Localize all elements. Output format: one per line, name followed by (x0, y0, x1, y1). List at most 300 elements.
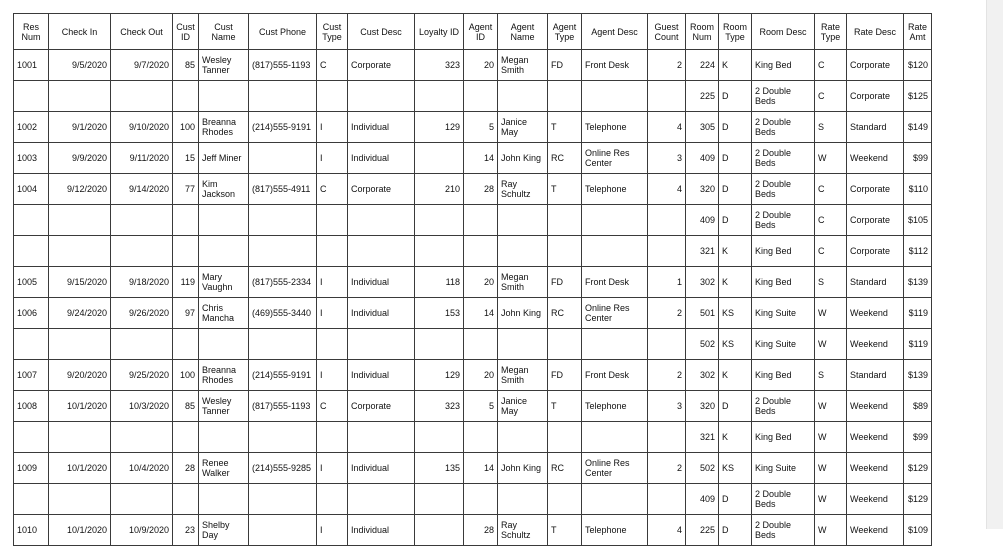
cell-check-out (111, 205, 173, 236)
cell-room-desc: 2 Double Beds (752, 205, 815, 236)
cell-res-num: 1005 (14, 267, 49, 298)
cell-loyalty-id (415, 422, 464, 453)
cell-rate-desc: Weekend (847, 515, 904, 546)
cell-agent-desc (582, 236, 648, 267)
cell-cust-id: 77 (173, 174, 199, 205)
cell-cust-type: I (317, 267, 348, 298)
cell-res-num: 1001 (14, 50, 49, 81)
cell-rate-desc: Weekend (847, 453, 904, 484)
cell-agent-id (464, 484, 498, 515)
cell-cust-type (317, 236, 348, 267)
cell-loyalty-id: 129 (415, 112, 464, 143)
cell-guest-count (648, 81, 686, 112)
cell-agent-type (548, 81, 582, 112)
cell-check-out: 9/11/2020 (111, 143, 173, 174)
column-header-rate-desc: Rate Desc (847, 14, 904, 50)
cell-cust-desc: Corporate (348, 50, 415, 81)
cell-room-type: D (719, 112, 752, 143)
cell-room-num: 302 (686, 360, 719, 391)
cell-agent-id: 14 (464, 298, 498, 329)
cell-agent-desc: Telephone (582, 515, 648, 546)
cell-agent-type: T (548, 391, 582, 422)
cell-rate-amt: $112 (904, 236, 932, 267)
cell-check-out: 9/25/2020 (111, 360, 173, 391)
cell-cust-type (317, 484, 348, 515)
cell-room-type: KS (719, 298, 752, 329)
column-header-cust-phone: Cust Phone (249, 14, 317, 50)
cell-cust-type: C (317, 391, 348, 422)
cell-room-type: K (719, 422, 752, 453)
cell-rate-type: W (815, 298, 847, 329)
cell-loyalty-id (415, 143, 464, 174)
cell-rate-desc: Corporate (847, 205, 904, 236)
column-header-cust-type: Cust Type (317, 14, 348, 50)
cell-cust-id: 100 (173, 360, 199, 391)
table-row (14, 515, 932, 546)
cell-cust-id: 28 (173, 453, 199, 484)
cell-cust-phone: (817)555-1193 (249, 50, 317, 81)
cell-agent-desc (582, 422, 648, 453)
cell-cust-phone: (214)555-9285 (249, 453, 317, 484)
cell-agent-type: RC (548, 298, 582, 329)
cell-cust-type: C (317, 174, 348, 205)
cell-rate-amt: $120 (904, 50, 932, 81)
cell-cust-desc: Individual (348, 515, 415, 546)
cell-cust-name: Wesley Tanner (199, 391, 249, 422)
cell-room-num: 320 (686, 174, 719, 205)
cell-rate-amt: $125 (904, 81, 932, 112)
cell-check-in: 9/20/2020 (49, 360, 111, 391)
cell-cust-phone (249, 515, 317, 546)
cell-check-in (49, 422, 111, 453)
cell-cust-phone: (817)555-1193 (249, 391, 317, 422)
cell-cust-name: Renee Walker (199, 453, 249, 484)
cell-rate-amt: $129 (904, 484, 932, 515)
reservations-table (13, 13, 932, 546)
cell-check-in: 9/24/2020 (49, 298, 111, 329)
cell-loyalty-id: 135 (415, 453, 464, 484)
cell-rate-amt: $99 (904, 422, 932, 453)
cell-guest-count: 3 (648, 391, 686, 422)
cell-room-desc: King Bed (752, 267, 815, 298)
cell-rate-amt: $110 (904, 174, 932, 205)
cell-room-type: D (719, 205, 752, 236)
cell-agent-name (498, 236, 548, 267)
cell-cust-type: C (317, 50, 348, 81)
cell-cust-desc (348, 81, 415, 112)
column-header-cust-id: Cust ID (173, 14, 199, 50)
cell-res-num (14, 329, 49, 360)
cell-check-in (49, 205, 111, 236)
cell-rate-desc: Corporate (847, 81, 904, 112)
cell-room-desc: King Bed (752, 236, 815, 267)
cell-cust-phone (249, 422, 317, 453)
cell-room-type: D (719, 81, 752, 112)
cell-rate-type: S (815, 360, 847, 391)
cell-res-num: 1003 (14, 143, 49, 174)
cell-agent-type (548, 329, 582, 360)
column-header-loyalty-id: Loyalty ID (415, 14, 464, 50)
cell-rate-amt: $99 (904, 143, 932, 174)
cell-rate-type: C (815, 81, 847, 112)
cell-check-out: 9/7/2020 (111, 50, 173, 81)
cell-check-out: 9/18/2020 (111, 267, 173, 298)
cell-agent-id: 20 (464, 267, 498, 298)
cell-check-in: 9/15/2020 (49, 267, 111, 298)
cell-cust-phone (249, 484, 317, 515)
cell-agent-id: 5 (464, 112, 498, 143)
cell-agent-type: FD (548, 267, 582, 298)
cell-cust-desc: Individual (348, 267, 415, 298)
cell-cust-desc (348, 329, 415, 360)
cell-cust-type (317, 329, 348, 360)
cell-cust-desc (348, 236, 415, 267)
cell-room-desc: 2 Double Beds (752, 515, 815, 546)
cell-cust-desc: Individual (348, 298, 415, 329)
cell-agent-id: 5 (464, 391, 498, 422)
cell-cust-id: 85 (173, 391, 199, 422)
cell-loyalty-id: 129 (415, 360, 464, 391)
cell-rate-type: W (815, 422, 847, 453)
cell-rate-desc: Corporate (847, 50, 904, 81)
cell-room-type: KS (719, 329, 752, 360)
cell-rate-desc: Weekend (847, 391, 904, 422)
cell-rate-amt: $119 (904, 298, 932, 329)
cell-agent-name: Megan Smith (498, 267, 548, 298)
cell-res-num (14, 422, 49, 453)
cell-agent-desc: Front Desk (582, 50, 648, 81)
cell-room-desc: King Bed (752, 360, 815, 391)
cell-agent-desc (582, 484, 648, 515)
cell-guest-count (648, 236, 686, 267)
cell-check-in: 9/12/2020 (49, 174, 111, 205)
cell-check-in (49, 236, 111, 267)
cell-check-out: 9/26/2020 (111, 298, 173, 329)
cell-rate-type: S (815, 112, 847, 143)
cell-res-num: 1007 (14, 360, 49, 391)
cell-rate-desc: Weekend (847, 484, 904, 515)
table-row (14, 143, 932, 174)
cell-cust-id (173, 236, 199, 267)
cell-cust-desc: Individual (348, 112, 415, 143)
column-header-agent-name: Agent Name (498, 14, 548, 50)
cell-cust-type: I (317, 453, 348, 484)
cell-rate-type: W (815, 143, 847, 174)
cell-room-num: 321 (686, 236, 719, 267)
cell-agent-desc: Front Desk (582, 360, 648, 391)
cell-guest-count: 2 (648, 298, 686, 329)
cell-room-num: 409 (686, 143, 719, 174)
cell-rate-desc: Standard (847, 360, 904, 391)
table-row (14, 298, 932, 329)
cell-rate-amt: $105 (904, 205, 932, 236)
cell-agent-name (498, 484, 548, 515)
cell-cust-desc: Individual (348, 360, 415, 391)
cell-loyalty-id (415, 329, 464, 360)
cell-room-num: 320 (686, 391, 719, 422)
table-row (14, 205, 932, 236)
table-row (14, 267, 932, 298)
cell-cust-name: Breanna Rhodes (199, 112, 249, 143)
cell-cust-id (173, 484, 199, 515)
cell-cust-phone: (214)555-9191 (249, 360, 317, 391)
cell-rate-type: C (815, 50, 847, 81)
cell-check-in (49, 484, 111, 515)
cell-rate-amt: $89 (904, 391, 932, 422)
cell-room-desc: 2 Double Beds (752, 484, 815, 515)
cell-cust-name: Jeff Miner (199, 143, 249, 174)
cell-cust-name (199, 205, 249, 236)
cell-room-desc: King Suite (752, 453, 815, 484)
cell-agent-type (548, 484, 582, 515)
cell-rate-amt: $129 (904, 453, 932, 484)
cell-agent-id: 28 (464, 515, 498, 546)
cell-res-num: 1006 (14, 298, 49, 329)
cell-cust-name (199, 236, 249, 267)
cell-agent-name: Ray Schultz (498, 174, 548, 205)
cell-agent-id: 28 (464, 174, 498, 205)
cell-agent-id: 14 (464, 453, 498, 484)
cell-cust-id (173, 205, 199, 236)
cell-loyalty-id: 153 (415, 298, 464, 329)
cell-cust-type: I (317, 515, 348, 546)
cell-room-type: K (719, 50, 752, 81)
cell-agent-type: T (548, 515, 582, 546)
cell-check-in: 10/1/2020 (49, 453, 111, 484)
cell-cust-type: I (317, 143, 348, 174)
cell-agent-name: Megan Smith (498, 360, 548, 391)
cell-room-num: 409 (686, 205, 719, 236)
column-header-rate-type: Rate Type (815, 14, 847, 50)
cell-loyalty-id: 323 (415, 50, 464, 81)
cell-room-desc: King Suite (752, 298, 815, 329)
table-row (14, 422, 932, 453)
cell-res-num (14, 81, 49, 112)
cell-check-out: 10/4/2020 (111, 453, 173, 484)
cell-guest-count: 1 (648, 267, 686, 298)
cell-guest-count: 4 (648, 174, 686, 205)
cell-agent-name: John King (498, 453, 548, 484)
scrollbar-track[interactable] (986, 0, 1003, 529)
cell-check-in: 9/9/2020 (49, 143, 111, 174)
cell-check-in (49, 329, 111, 360)
cell-cust-type (317, 422, 348, 453)
cell-rate-amt: $149 (904, 112, 932, 143)
cell-room-num: 502 (686, 329, 719, 360)
cell-agent-desc (582, 329, 648, 360)
cell-room-num: 409 (686, 484, 719, 515)
cell-agent-desc: Telephone (582, 391, 648, 422)
cell-check-out: 10/9/2020 (111, 515, 173, 546)
cell-agent-type: T (548, 174, 582, 205)
cell-agent-type (548, 205, 582, 236)
cell-agent-name: John King (498, 143, 548, 174)
cell-cust-phone: (469)555-3440 (249, 298, 317, 329)
cell-check-in: 10/1/2020 (49, 515, 111, 546)
cell-cust-phone (249, 236, 317, 267)
cell-room-desc: 2 Double Beds (752, 143, 815, 174)
cell-agent-name (498, 422, 548, 453)
cell-cust-id (173, 329, 199, 360)
cell-rate-type: W (815, 453, 847, 484)
column-header-room-num: Room Num (686, 14, 719, 50)
column-header-res-num: Res Num (14, 14, 49, 50)
table-row (14, 174, 932, 205)
cell-guest-count: 2 (648, 453, 686, 484)
cell-res-num: 1009 (14, 453, 49, 484)
cell-check-out (111, 422, 173, 453)
table-row (14, 391, 932, 422)
cell-rate-desc: Corporate (847, 236, 904, 267)
cell-rate-amt: $139 (904, 360, 932, 391)
cell-rate-desc: Weekend (847, 143, 904, 174)
cell-agent-id: 14 (464, 143, 498, 174)
cell-room-num: 225 (686, 81, 719, 112)
cell-agent-name: Janice May (498, 391, 548, 422)
cell-room-type: KS (719, 453, 752, 484)
cell-cust-phone: (817)555-2334 (249, 267, 317, 298)
cell-room-num: 321 (686, 422, 719, 453)
cell-agent-desc: Telephone (582, 174, 648, 205)
cell-agent-type: T (548, 112, 582, 143)
cell-cust-type: I (317, 112, 348, 143)
cell-agent-desc: Online Res Center (582, 453, 648, 484)
cell-guest-count (648, 484, 686, 515)
cell-cust-desc (348, 205, 415, 236)
cell-agent-name (498, 205, 548, 236)
cell-room-desc: King Suite (752, 329, 815, 360)
cell-agent-desc: Front Desk (582, 267, 648, 298)
cell-cust-phone (249, 143, 317, 174)
table-row (14, 360, 932, 391)
cell-check-out (111, 329, 173, 360)
cell-guest-count: 4 (648, 515, 686, 546)
cell-agent-desc: Telephone (582, 112, 648, 143)
column-header-agent-type: Agent Type (548, 14, 582, 50)
cell-cust-id: 85 (173, 50, 199, 81)
cell-loyalty-id (415, 205, 464, 236)
cell-agent-id (464, 422, 498, 453)
table-body (14, 50, 932, 546)
cell-cust-desc (348, 422, 415, 453)
cell-room-num: 501 (686, 298, 719, 329)
cell-res-num: 1010 (14, 515, 49, 546)
cell-cust-desc: Corporate (348, 174, 415, 205)
cell-cust-name (199, 484, 249, 515)
column-header-room-desc: Room Desc (752, 14, 815, 50)
cell-res-num (14, 484, 49, 515)
cell-guest-count (648, 205, 686, 236)
cell-loyalty-id (415, 236, 464, 267)
cell-res-num: 1008 (14, 391, 49, 422)
cell-agent-id (464, 81, 498, 112)
cell-cust-desc (348, 484, 415, 515)
cell-cust-id: 97 (173, 298, 199, 329)
cell-cust-desc: Individual (348, 143, 415, 174)
cell-cust-phone (249, 81, 317, 112)
column-header-agent-id: Agent ID (464, 14, 498, 50)
cell-cust-name (199, 329, 249, 360)
cell-rate-amt: $109 (904, 515, 932, 546)
cell-room-num: 225 (686, 515, 719, 546)
cell-agent-name: Janice May (498, 112, 548, 143)
cell-room-desc: 2 Double Beds (752, 174, 815, 205)
cell-room-desc: 2 Double Beds (752, 391, 815, 422)
cell-cust-name: Breanna Rhodes (199, 360, 249, 391)
cell-cust-name: Wesley Tanner (199, 50, 249, 81)
cell-rate-type: W (815, 391, 847, 422)
cell-loyalty-id (415, 515, 464, 546)
cell-agent-id (464, 205, 498, 236)
cell-room-num: 305 (686, 112, 719, 143)
cell-cust-type (317, 81, 348, 112)
cell-cust-id: 23 (173, 515, 199, 546)
table-row (14, 236, 932, 267)
cell-agent-name (498, 81, 548, 112)
table-row (14, 50, 932, 81)
cell-room-type: D (719, 515, 752, 546)
cell-room-desc: 2 Double Beds (752, 81, 815, 112)
cell-rate-desc: Weekend (847, 422, 904, 453)
cell-rate-type: C (815, 174, 847, 205)
cell-agent-name: John King (498, 298, 548, 329)
cell-cust-type (317, 205, 348, 236)
cell-res-num: 1002 (14, 112, 49, 143)
cell-cust-id (173, 81, 199, 112)
cell-agent-desc: Online Res Center (582, 298, 648, 329)
cell-agent-type: FD (548, 360, 582, 391)
cell-agent-id: 20 (464, 50, 498, 81)
cell-agent-type: FD (548, 50, 582, 81)
column-header-room-type: Room Type (719, 14, 752, 50)
header-row (14, 14, 932, 50)
column-header-check-in: Check In (49, 14, 111, 50)
cell-cust-name: Kim Jackson (199, 174, 249, 205)
column-header-check-out: Check Out (111, 14, 173, 50)
cell-rate-type: W (815, 484, 847, 515)
cell-agent-desc (582, 205, 648, 236)
cell-guest-count: 2 (648, 360, 686, 391)
cell-rate-desc: Weekend (847, 298, 904, 329)
cell-rate-type: C (815, 205, 847, 236)
cell-check-in: 10/1/2020 (49, 391, 111, 422)
cell-agent-id (464, 236, 498, 267)
cell-loyalty-id: 118 (415, 267, 464, 298)
cell-rate-type: C (815, 236, 847, 267)
cell-room-num: 502 (686, 453, 719, 484)
cell-agent-desc: Online Res Center (582, 143, 648, 174)
cell-cust-type: I (317, 360, 348, 391)
cell-check-out (111, 236, 173, 267)
cell-rate-amt: $139 (904, 267, 932, 298)
cell-room-type: K (719, 236, 752, 267)
cell-check-in: 9/1/2020 (49, 112, 111, 143)
cell-cust-phone (249, 329, 317, 360)
cell-cust-phone (249, 205, 317, 236)
cell-cust-id: 15 (173, 143, 199, 174)
cell-cust-name (199, 422, 249, 453)
cell-guest-count: 2 (648, 50, 686, 81)
cell-room-num: 224 (686, 50, 719, 81)
cell-rate-desc: Standard (847, 112, 904, 143)
cell-room-desc: 2 Double Beds (752, 112, 815, 143)
cell-loyalty-id: 210 (415, 174, 464, 205)
cell-rate-desc: Corporate (847, 174, 904, 205)
cell-loyalty-id: 323 (415, 391, 464, 422)
cell-cust-id (173, 422, 199, 453)
cell-agent-name: Ray Schultz (498, 515, 548, 546)
cell-check-in (49, 81, 111, 112)
